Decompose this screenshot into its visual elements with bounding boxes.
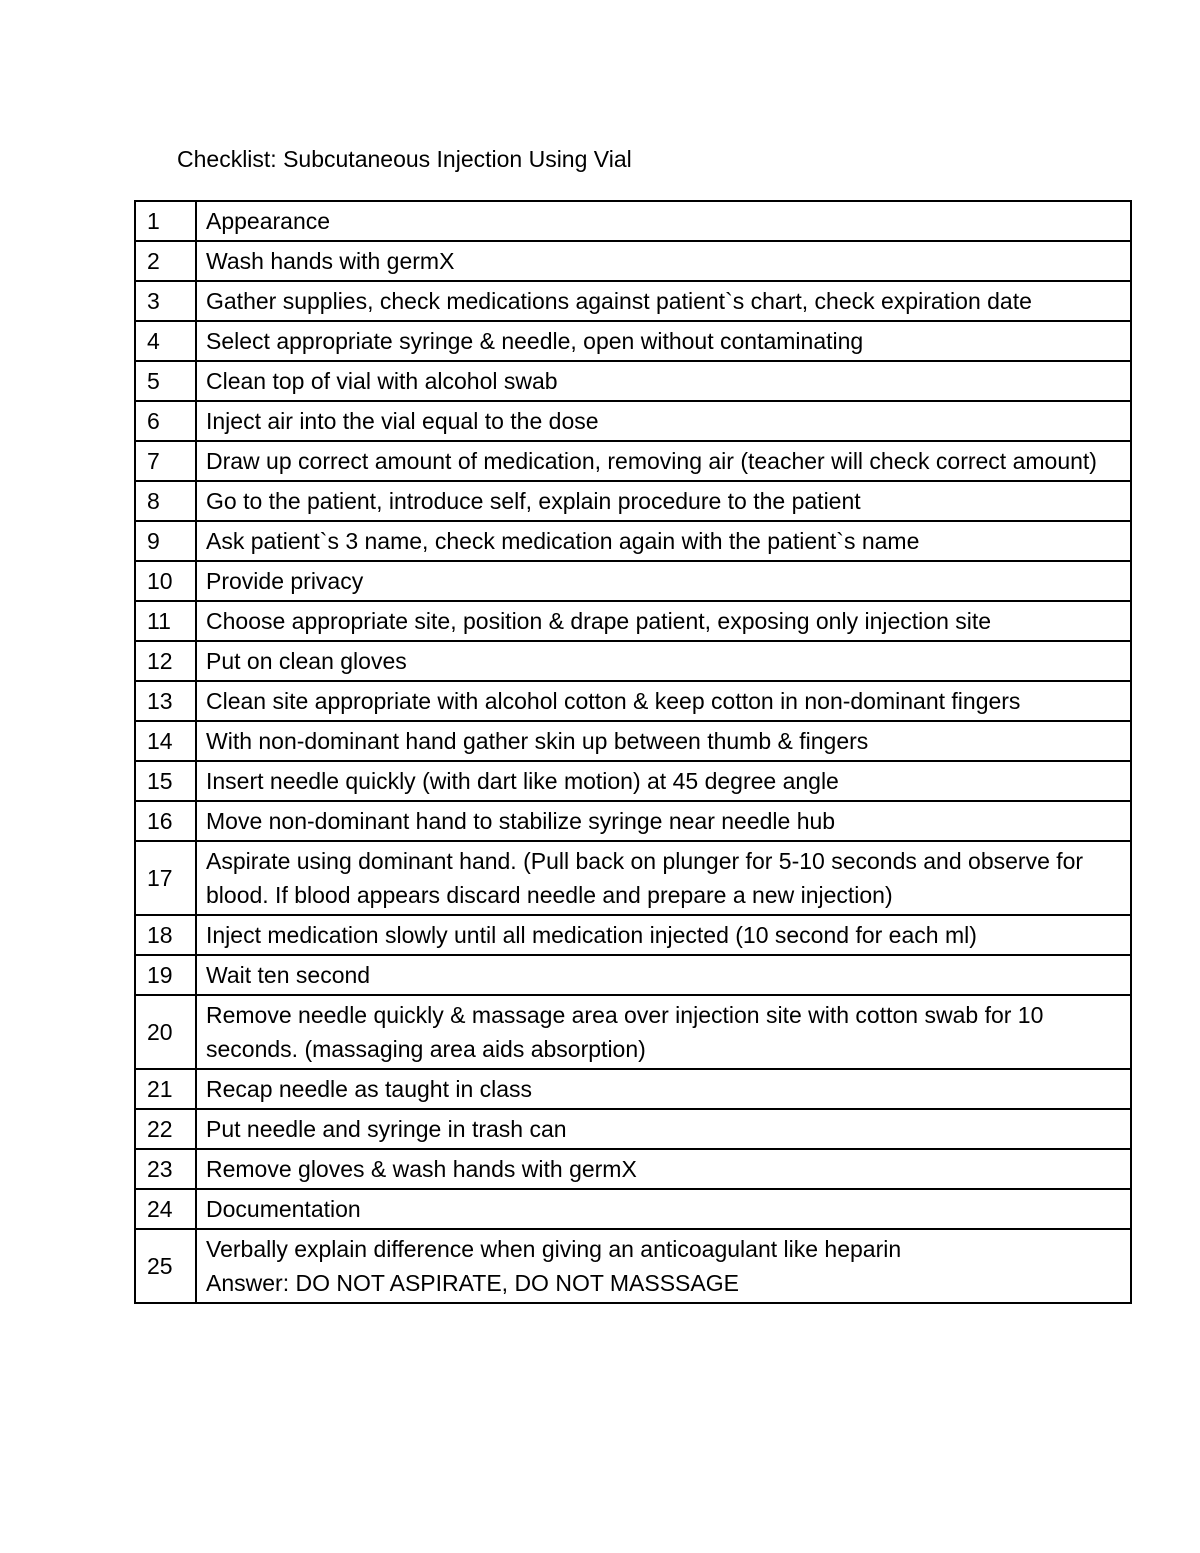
- step-text: Inject air into the vial equal to the dose: [196, 401, 1131, 441]
- step-number: 17: [135, 841, 196, 915]
- table-row: [135, 1229, 1131, 1303]
- table-row: [135, 401, 1131, 441]
- table-row: [135, 481, 1131, 521]
- step-number: 1: [135, 201, 196, 241]
- table-row: [135, 1189, 1131, 1229]
- step-text: Appearance: [196, 201, 1131, 241]
- table-row: [135, 561, 1131, 601]
- step-text: Move non-dominant hand to stabilize syringe near needle hub: [196, 801, 1131, 841]
- step-number: 19: [135, 955, 196, 995]
- table-row: [135, 915, 1131, 955]
- table-row: [135, 521, 1131, 561]
- step-number: 22: [135, 1109, 196, 1149]
- step-text: Go to the patient, introduce self, explain procedure to the patient: [196, 481, 1131, 521]
- step-number: 7: [135, 441, 196, 481]
- step-number: 10: [135, 561, 196, 601]
- step-text: Wash hands with germX: [196, 241, 1131, 281]
- step-text: Verbally explain difference when giving an anticoagulant like heparin: [206, 1236, 902, 1262]
- step-number: 25: [135, 1229, 196, 1303]
- step-number: 13: [135, 681, 196, 721]
- step-number: 23: [135, 1149, 196, 1189]
- table-row: [135, 321, 1131, 361]
- step-text: Remove gloves & wash hands with germX: [196, 1149, 1131, 1189]
- step-text: Clean top of vial with alcohol swab: [196, 361, 1131, 401]
- step-text: With non-dominant hand gather skin up between thumb & fingers: [196, 721, 1131, 761]
- table-row: [135, 1069, 1131, 1109]
- step-number: 11: [135, 601, 196, 641]
- step-number: 4: [135, 321, 196, 361]
- page-title: Checklist: Subcutaneous Injection Using Vial: [177, 146, 632, 172]
- checklist-table: [134, 200, 1132, 1304]
- table-row: [135, 1109, 1131, 1149]
- table-row: [135, 441, 1131, 481]
- table-row: [135, 601, 1131, 641]
- step-number: 12: [135, 641, 196, 681]
- table-row: [135, 801, 1131, 841]
- step-number: 8: [135, 481, 196, 521]
- step-number: 14: [135, 721, 196, 761]
- step-text: Wait ten second: [196, 955, 1131, 995]
- table-row: [135, 241, 1131, 281]
- step-text-with-answer: [196, 1229, 1131, 1303]
- table-row: [135, 1149, 1131, 1189]
- step-text: Clean site appropriate with alcohol cotton & keep cotton in non-dominant fingers: [196, 681, 1131, 721]
- step-answer: Answer: DO NOT ASPIRATE, DO NOT MASSSAGE: [206, 1270, 739, 1296]
- step-number: 5: [135, 361, 196, 401]
- table-row: [135, 995, 1131, 1069]
- table-row: [135, 361, 1131, 401]
- step-text: Documentation: [196, 1189, 1131, 1229]
- step-number: 2: [135, 241, 196, 281]
- step-text: Inject medication slowly until all medication injected (10 second for each ml): [196, 915, 1131, 955]
- step-text: Ask patient`s 3 name, check medication again with the patient`s name: [196, 521, 1131, 561]
- table-row: [135, 201, 1131, 241]
- step-number: 20: [135, 995, 196, 1069]
- table-row: [135, 641, 1131, 681]
- table-row: [135, 841, 1131, 915]
- table-row: [135, 761, 1131, 801]
- step-text: Put needle and syringe in trash can: [196, 1109, 1131, 1149]
- step-number: 9: [135, 521, 196, 561]
- step-number: 6: [135, 401, 196, 441]
- table-row: [135, 721, 1131, 761]
- step-text: Provide privacy: [196, 561, 1131, 601]
- step-text: Put on clean gloves: [196, 641, 1131, 681]
- step-number: 15: [135, 761, 196, 801]
- table-row: [135, 681, 1131, 721]
- step-text: Gather supplies, check medications against patient`s chart, check expiration date: [196, 281, 1131, 321]
- step-text: Insert needle quickly (with dart like motion) at 45 degree angle: [196, 761, 1131, 801]
- step-number: 3: [135, 281, 196, 321]
- step-text: Aspirate using dominant hand. (Pull back on plunger for 5-10 seconds and observe for blood. If blood appears discard needle and prepare a new injection): [196, 841, 1131, 915]
- step-number: 21: [135, 1069, 196, 1109]
- step-text: Recap needle as taught in class: [196, 1069, 1131, 1109]
- step-number: 16: [135, 801, 196, 841]
- step-number: 24: [135, 1189, 196, 1229]
- step-text: Remove needle quickly & massage area over injection site with cotton swab for 10 seconds. (massaging area aids absorption): [196, 995, 1131, 1069]
- step-text: Select appropriate syringe & needle, open without contaminating: [196, 321, 1131, 361]
- step-text: Draw up correct amount of medication, removing air (teacher will check correct amount): [196, 441, 1131, 481]
- table-row: [135, 281, 1131, 321]
- step-number: 18: [135, 915, 196, 955]
- step-text: Choose appropriate site, position & drape patient, exposing only injection site: [196, 601, 1131, 641]
- table-row: [135, 955, 1131, 995]
